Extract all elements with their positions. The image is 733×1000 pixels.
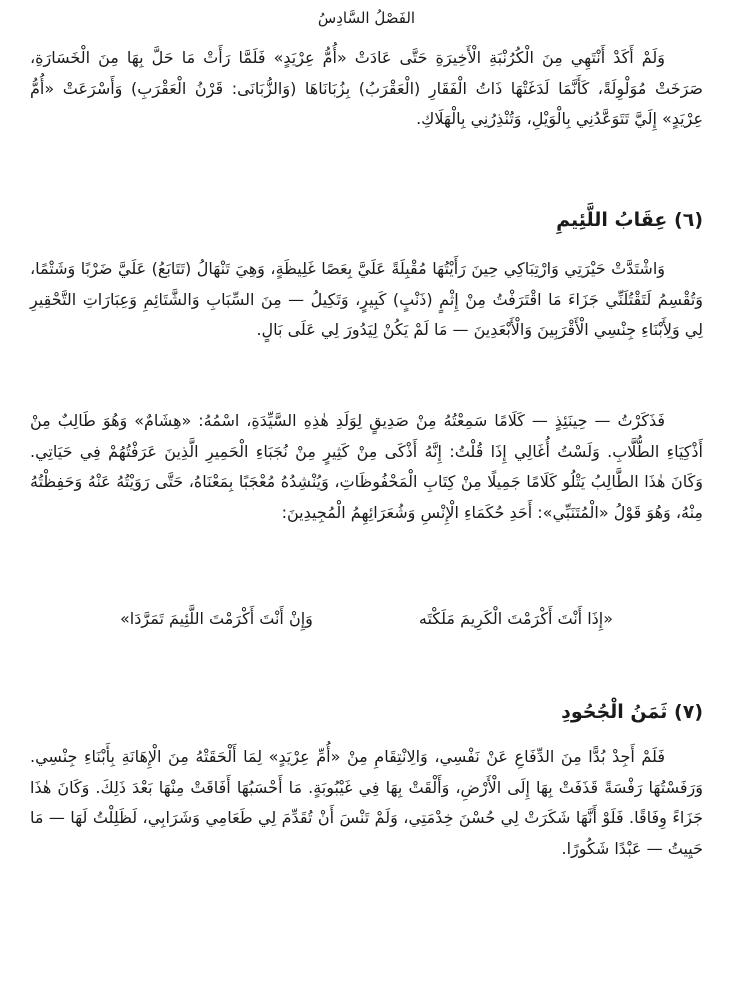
chapter-title: الفَصْلُ السَّادِسُ [317,9,416,27]
section-7-paragraph: فَلَمْ أَجِدْ بُدًّا مِنَ الدِّفَاعِ عَنْ نَفْسِي، وَالِانْتِقَامِ مِنْ «أُمِّ عِرْيَدٍ» لِمَا أَلْحَقَتْهُ مِنَ الْإِهَانَةِ بِأَبْنَاءِ جِنْسِي. وَرَفَسْتُهَا رَفْسَةً قَذَفَتْ بِهَا إِلَى الْأَرْضِ، وَأَلْقَتْ بِهَا فِي غَيْبُوبَةٍ. مَا أَحْسَبُهَا أَفَاقَتْ مِنْهَا بَعْدَ ذَلِكَ. وَكَانَ هٰذَا جَزَاءً وِفَاقًا. فَلَوْ أَنَّهَا شَكَرَتْ لِي حُسْنَ خِدْمَتِي، وَلَمْ تَنْسَ أَنْ تُقَدِّمَ لِي طَعَامِي وَشَرَابِي، لَظَلِلْتُ لَهَا — مَا حَيِيتُ — عَبْدًا شَكُورًا. [30,747,703,858]
poetry-verse [120,604,613,634]
section-6-paragraph-1: وَاشْتَدَّتْ حَيْرَتِي وَارْتِبَاكِي حِينَ رَأَيْتُهَا مُقْبِلَةً عَلَيَّ بِعَصًا غَلِيظَةٍ، وَهِيَ تَنْهَالُ (تَتَابَعُ) عَلَيَّ ضَرْبًا وَشَتْمًا، وَتُقْسِمُ لَتَقْتُلَنِّي جَزَاءَ مَا اقْتَرَفْتُ مِنْ إِثْمٍ (ذَنْبٍ) كَبِيرٍ، وَتَكِيلُ — مِنَ السِّبَابِ وَالشَّتَائِمِ وَعِبَارَاتِ التَّحْقِيرِ لِي وَلِأَبْنَاءِ جِنْسِي الْأَقْرَبِينَ وَالْأَبْعَدِينَ — مَا لَمْ يَكُنْ لِيَدُورَ لِي عَلَى بَالٍ. [30,259,703,339]
verse-second-hemistich: وَإِنْ أَنْتَ أَكْرَمْتَ اللَّئِيمَ تَمَرَّدَا» [120,609,313,628]
opening-paragraph: وَلَمْ أَكَدْ أَنْتَهِي مِنَ الْكُرُنْبَةِ الْأَخِيرَةِ حَتَّى عَادَتْ «أُمُّ عِرْيَدٍ» فَلَمَّا رَأَتْ مَا حَلَّ بِهَا مِنَ الْخَسَارَةِ، صَرَخَتْ مُوَلْوِلَةً، كَأَنَّمَا لَدَغَتْهَا ذَاتُ الْفَقَارِ (الْعَقْرَبُ) بِزُبَانَاهَا (وَالزُّبَانَى: قَرْنُ الْعَقْرَبِ) وَأَسْرَعَتْ «أُمُّ عِرْيَدٍ» إِلَيَّ تَتَوَعَّدُنِي بِالْوَيْلِ، وَتُنْذِرُنِي بِالْهَلَاكِ. [30,48,703,128]
section-6-heading: (٦) عِقَابُ اللَّئِيمِ [556,209,703,231]
verse-first-hemistich: «إِذَا أَنْتَ أَكْرَمْتَ الْكَرِيمَ مَلَكْتَه [418,609,613,628]
section-6-paragraph-2: فَذَكَرْتُ — حِينَئِذٍ — كَلَامًا سَمِعْتُهُ مِنْ صَدِيقٍ لِوَلَدِ هٰذِهِ السَّيِّدَةِ، اسْمُهُ: «هِشَامٌ» وَهُوَ طَالِبٌ مِنْ أَذْكِيَاءِ الطُّلَّابِ. وَلَسْتُ أُغَالِي إِذَا قُلْتُ: إِنَّهُ أَذْكَى مِنْ كَثِيرٍ مِنْ نُجَبَاءِ الْحَمِيرِ الَّذِينَ عَرَفْتُهُمْ فِي حَيَاتِي. وَكَانَ هٰذَا الطَّالِبُ يَتْلُو كَلَامًا جَمِيلًا مِنْ كِتَابِ الْمَحْفُوظَاتِ، وَيُنْشِدُهُ مُعْجَبًا بِمَعْنَاهُ، حَتَّى رَوَيْتُهُ عَنْهُ وَحَفِظْتُهُ مِنْهُ، وَهُوَ قَوْلُ «الْمُتَنَبِّي»: أَحَدِ حُكَمَاءِ الْإِنْسِ وَشُعَرَائِهِمُ الْمُجِيدِينَ: [30,411,703,522]
section-7-heading: (٧) ثَمَنُ الْجُحُودِ [561,701,703,723]
